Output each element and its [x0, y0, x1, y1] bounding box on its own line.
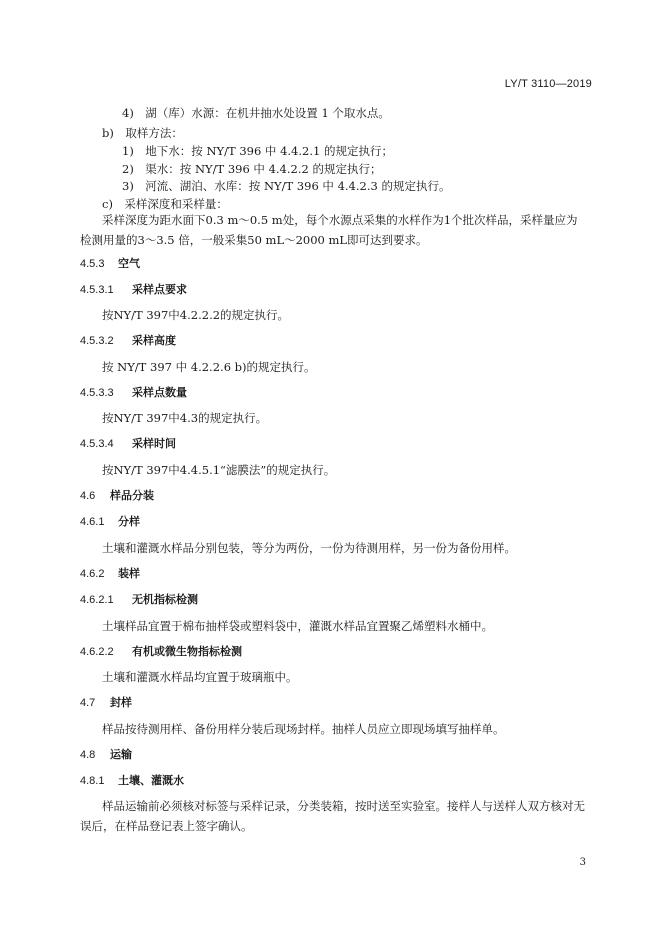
standard-code-header: LY/T 3110—2019: [504, 78, 592, 90]
list-item-4: 4) 湖（库）水源：在机井抽水处设置 1 个取水点。: [122, 106, 390, 120]
section-number: 4.8: [80, 749, 96, 761]
section-number: 4.6: [80, 490, 96, 502]
list-item-b3: 3) 河流、湖泊、水库：按 NY/T 396 中 4.4.2.3 的规定执行。: [122, 179, 451, 193]
heading-4-8: [80, 747, 132, 763]
section-title: 有机或微生物指标检测: [132, 646, 242, 658]
section-title: 无机指标检测: [132, 594, 198, 606]
body-4-7: 样品按待测用样、备份用样分装后现场封样。抽样人员应立即现场填写抽样单。: [102, 722, 505, 736]
section-number: 4.6.1: [80, 516, 105, 528]
body-4-5-3-2: 按 NY/T 397 中 4.2.2.6 b)的规定执行。: [102, 360, 316, 374]
section-number: 4.5.3: [80, 258, 105, 270]
section-number: 4.6.2.1: [80, 594, 114, 606]
heading-4-8-1: [80, 773, 184, 789]
list-item-b1: 1) 地下水：按 NY/T 396 中 4.4.2.1 的规定执行；: [122, 144, 393, 158]
section-title: 运输: [110, 749, 132, 761]
section-title: 封样: [110, 697, 132, 709]
section-title: 土壤、灌溉水: [118, 775, 184, 787]
section-number: 4.8.1: [80, 775, 105, 787]
sampling-depth-paragraph: 采样深度为距水面下0.3 m～0.5 m处，每个水源点采集的水样作为1个批次样品，采样量应为检测用量的3～3.5 倍，一般采集50 mL～2000 mL即可达到要求。: [80, 213, 578, 247]
body-4-6-1: 土壤和灌溉水样品分别包装，等分为两份，一份为待测用样，另一份为备份用样。: [102, 541, 516, 555]
body-4-8-1: 样品运输前必须核对标签与采样记录，分类装箱，按时送至实验室。接样人与送样人双方核对无误后，在样品登记表上签字确认。: [80, 799, 585, 833]
body-4-6-2-1: 土壤样品宜置于棉布抽样袋或塑料袋中，灌溉水样品宜置聚乙烯塑料水桶中。: [102, 619, 493, 633]
heading-4-5-3: [80, 256, 140, 272]
section-title: 采样高度: [132, 335, 176, 347]
section-title: 采样时间: [132, 438, 176, 450]
section-title: 样品分装: [110, 490, 154, 502]
body-4-5-3-3: 按NY/T 397中4.3的规定执行。: [102, 411, 268, 425]
section-number: 4.5.3.3: [80, 387, 114, 399]
heading-4-6-2-1: [80, 592, 198, 608]
section-number: 4.7: [80, 697, 96, 709]
list-item-b: b) 取样方法：: [102, 126, 183, 140]
page-number: 3: [579, 857, 586, 868]
section-number: 4.6.2: [80, 568, 105, 580]
heading-4-6-2: [80, 566, 140, 582]
section-title: 分样: [118, 516, 140, 528]
section-number: 4.6.2.2: [80, 646, 114, 658]
heading-4-6-2-2: [80, 644, 242, 660]
heading-4-7: [80, 695, 132, 711]
section-number: 4.5.3.1: [80, 284, 114, 296]
section-title: 采样点数量: [132, 387, 187, 399]
heading-4-5-3-4: [80, 436, 176, 452]
section-title: 采样点要求: [132, 284, 187, 296]
section-title: 装样: [118, 568, 140, 580]
body-4-5-3-1: 按NY/T 397中4.2.2.2的规定执行。: [102, 308, 290, 322]
heading-4-5-3-2: [80, 333, 176, 349]
heading-4-5-3-1: [80, 282, 187, 298]
list-item-c: c) 采样深度和采样量：: [102, 197, 228, 211]
body-4-6-2-2: 土壤和灌溉水样品均宜置于玻璃瓶中。: [102, 670, 298, 684]
section-number: 4.5.3.4: [80, 438, 114, 450]
section-title: 空气: [118, 258, 140, 270]
section-number: 4.5.3.2: [80, 335, 114, 347]
list-item-b2: 2) 渠水：按 NY/T 396 中 4.4.2.2 的规定执行；: [122, 162, 382, 176]
heading-4-5-3-3: [80, 385, 187, 401]
body-4-5-3-4: 按NY/T 397中4.4.5.1“滤膜法”的规定执行。: [102, 463, 336, 477]
heading-4-6-1: [80, 514, 140, 530]
heading-4-6: [80, 488, 154, 504]
